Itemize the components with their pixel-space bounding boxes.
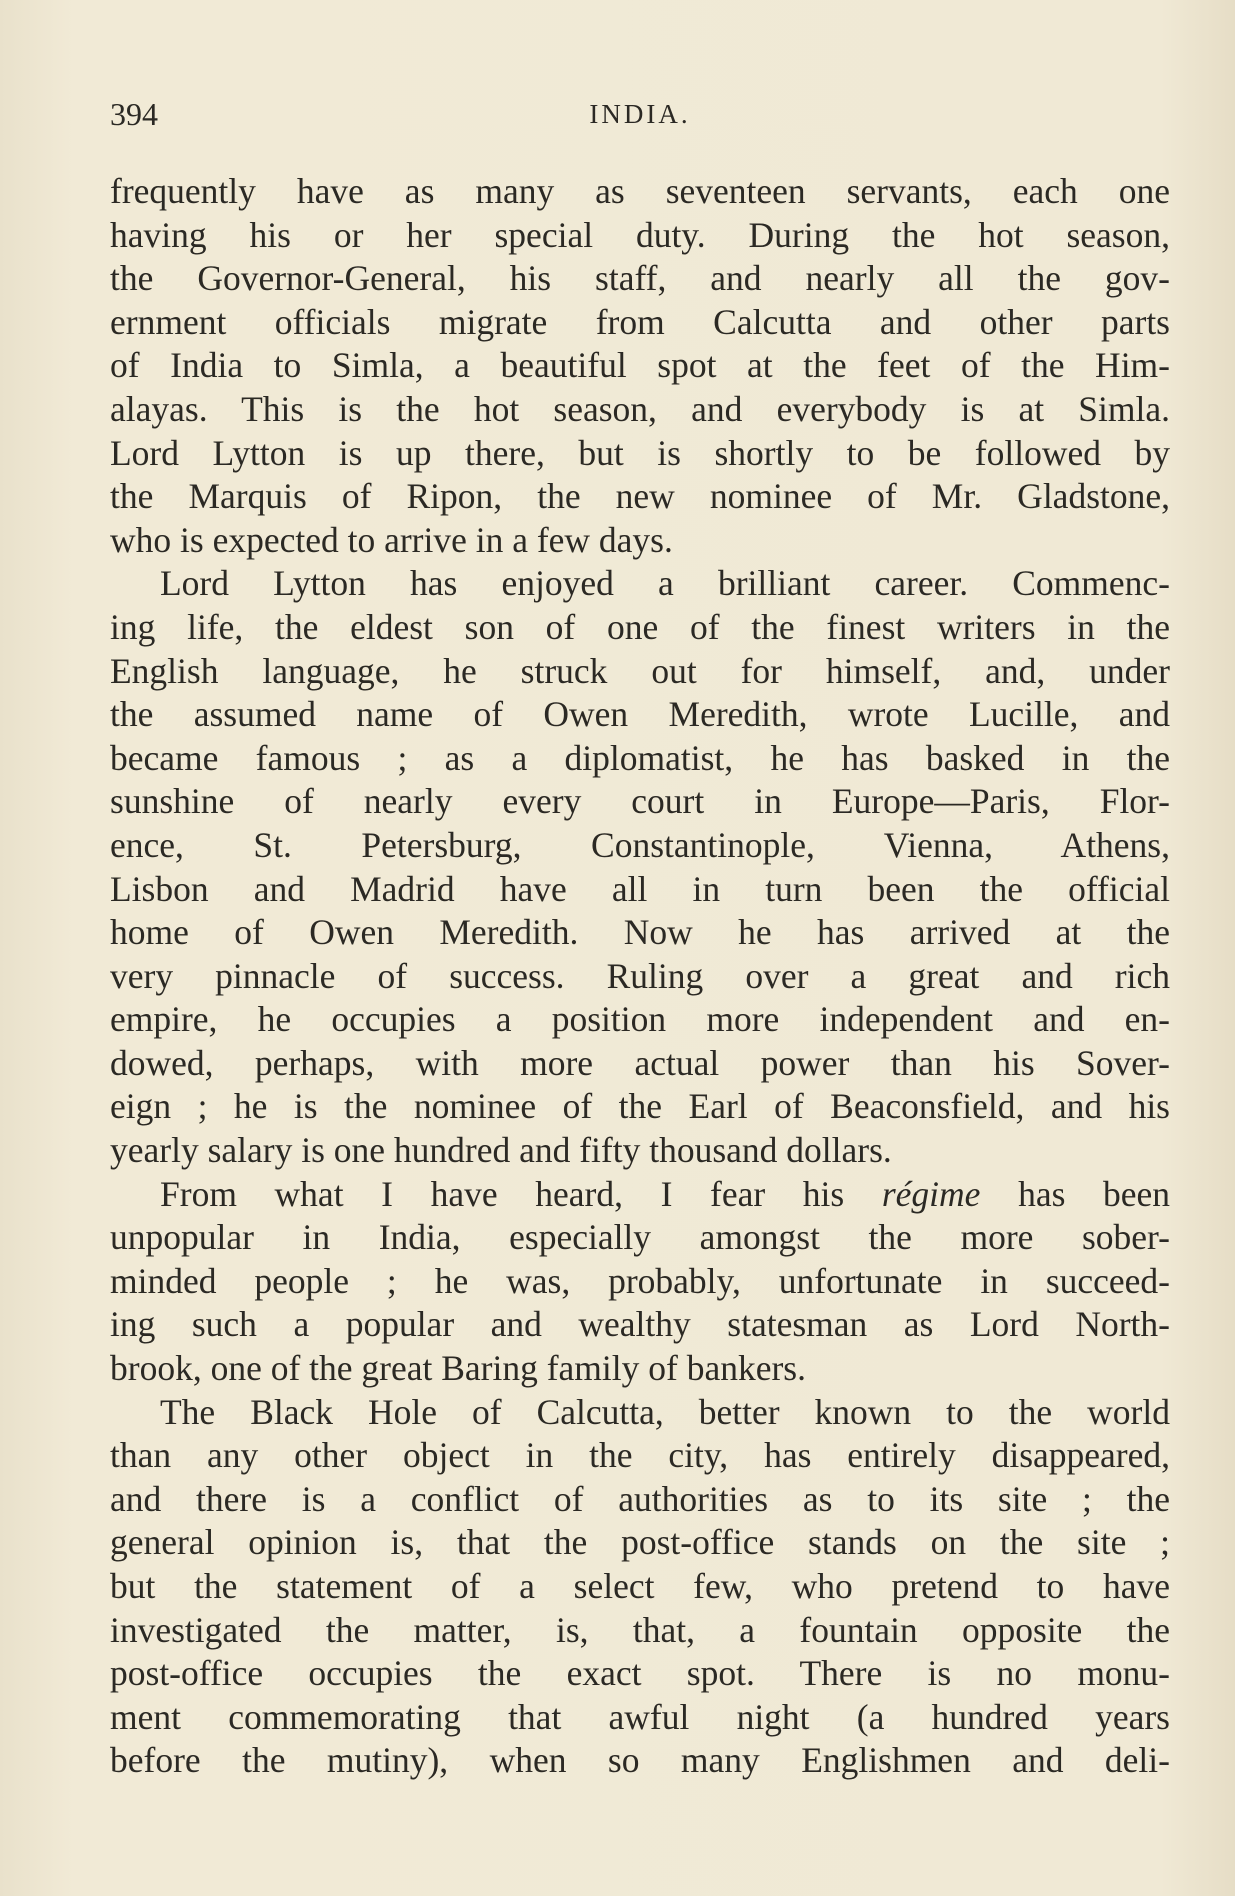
- text-line: Lisbon and Madrid have all in turn been the official: [110, 868, 1170, 909]
- text-line: unpopular in India, especially amongst the more sober-: [110, 1217, 1170, 1258]
- text-line: the Governor-General, his staff, and nearly all the gov-: [110, 258, 1170, 299]
- text-segment: From what I have heard, I fear his: [160, 1173, 845, 1214]
- text-line: ernment officials migrate from Calcutta and other parts: [110, 301, 1170, 342]
- text-line: minded people ; he was, probably, unfortunate in succeed-: [110, 1260, 1170, 1301]
- text-line: before the mutiny), when so many Englishmen and deli-: [110, 1740, 1170, 1781]
- text-line: very pinnacle of success. Ruling over a great and rich: [110, 955, 1170, 996]
- text-segment: has been: [1018, 1173, 1171, 1214]
- text-line: Lord Lytton is up there, but is shortly to be followed by: [110, 432, 1170, 473]
- text-line: and there is a conflict of authorities as to its site ; the: [110, 1478, 1170, 1519]
- text-line: having his or her special duty. During the hot season,: [110, 214, 1170, 255]
- text-line: sunshine of nearly every court in Europe—Paris, Flor-: [110, 781, 1170, 822]
- text-line: frequently have as many as seventeen servants, each one: [110, 171, 1170, 211]
- text-line: investigated the matter, is, that, a fountain opposite the: [110, 1609, 1170, 1650]
- text-line: empire, he occupies a position more independent and en-: [110, 999, 1170, 1040]
- text-line: The Black Hole of Calcutta, better known to the world: [160, 1391, 1170, 1432]
- text-line: brook, one of the great Baring family of bankers.: [110, 1348, 806, 1389]
- running-head: [110, 92, 1170, 136]
- body-text: [110, 170, 1170, 1783]
- text-line: English language, he struck out for himself, and, under: [110, 650, 1170, 691]
- text-line: than any other object in the city, has entirely disappeared,: [110, 1435, 1170, 1476]
- text-line: ment commemorating that awful night (a hundred years: [110, 1696, 1170, 1737]
- text-line: general opinion is, that the post-office stands on the site ;: [110, 1522, 1170, 1563]
- text-line: ing such a popular and wealthy statesman as Lord North-: [110, 1304, 1170, 1345]
- text-line: became famous ; as a diplomatist, he has basked in the: [110, 737, 1170, 778]
- text-line: eign ; he is the nominee of the Earl of Beaconsfield, and his: [110, 1086, 1170, 1127]
- text-line: the assumed name of Owen Meredith, wrote Lucille, and: [110, 694, 1170, 735]
- text-line: Lord Lytton has enjoyed a brilliant career. Commenc-: [160, 563, 1170, 604]
- text-line: yearly salary is one hundred and fifty thousand dollars.: [110, 1130, 892, 1171]
- text-line: who is expected to arrive in a few days.: [110, 519, 673, 560]
- text-line: alayas. This is the hot season, and everybody is at Simla.: [110, 388, 1170, 429]
- text-line: of India to Simla, a beautiful spot at the feet of the Him-: [110, 345, 1170, 386]
- text-line: the Marquis of Ripon, the new nominee of Mr. Gladstone,: [110, 476, 1170, 517]
- running-title: INDIA.: [589, 99, 691, 129]
- text-line: post-office occupies the exact spot. There is no monu-: [110, 1653, 1170, 1694]
- italic-word: régime: [881, 1173, 981, 1214]
- text-line: dowed, perhaps, with more actual power than his Sover-: [110, 1042, 1170, 1083]
- text-line: [110, 1173, 1170, 1217]
- text-line: ing life, the eldest son of one of the finest writers in the: [110, 606, 1170, 647]
- page-number: 394: [110, 96, 158, 132]
- text-line: home of Owen Meredith. Now he has arrived at the: [110, 912, 1170, 953]
- text-line: but the statement of a select few, who pretend to have: [110, 1566, 1170, 1606]
- text-line: ence, St. Petersburg, Constantinople, Vienna, Athens,: [110, 824, 1170, 865]
